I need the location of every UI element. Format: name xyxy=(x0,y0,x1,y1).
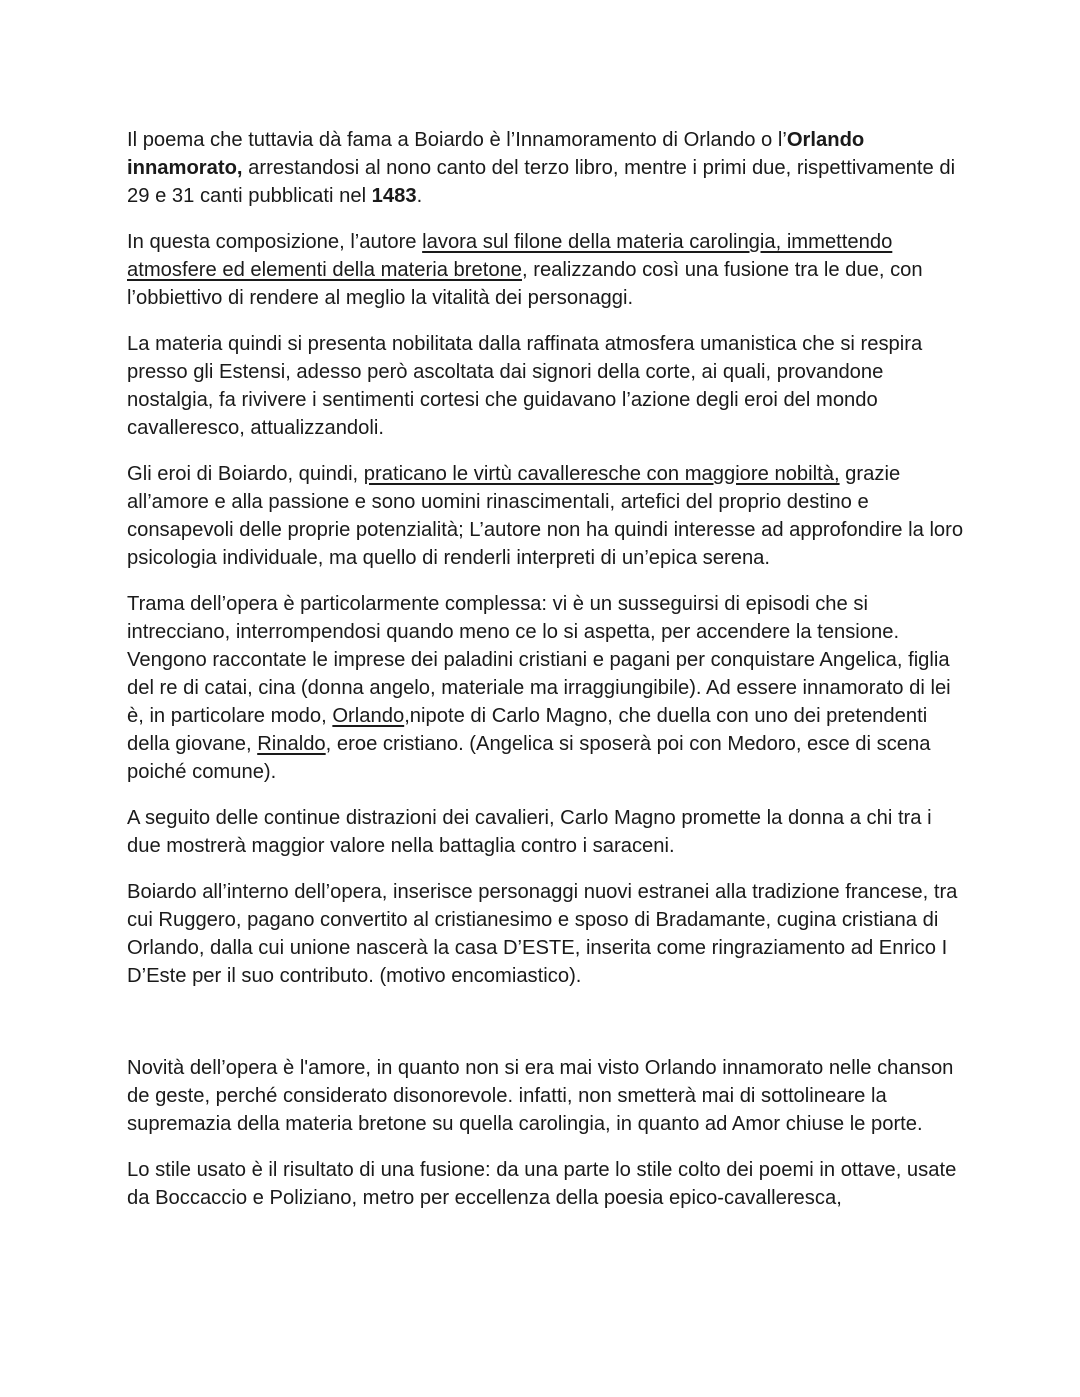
underlined-text: praticano le virtù cavalleresche con maggiore nobiltà, xyxy=(363,463,840,485)
underlined-text: lavora sul filone della materia carolingia, immettendo atmosfere ed elementi della materia bretone xyxy=(127,231,893,281)
paragraph-carlo-magno: A seguito delle continue distrazioni dei cavalieri, Carlo Magno promette la donna a chi tra i due mostrerà maggior valore nella battaglia contro i saraceni. xyxy=(127,807,932,857)
text-span: , realizzando così una fusione tra le due, con l’obbiettivo di rendere al meglio la vitalità dei personaggi. xyxy=(127,259,923,309)
paragraph-composition xyxy=(127,228,970,312)
text-span: arrestandosi al nono canto del terzo libro, mentre i primi due, rispettivamente di 29 e 31 canti pubblicati nel xyxy=(127,157,956,207)
paragraph-eroi xyxy=(127,460,970,572)
bold-year: 1483 xyxy=(371,185,417,207)
paragraph-novita: Novità dell’opera è l'amore, in quanto non si era mai visto Orlando innamorato nelle chanson de geste, perché considerato disonorevole. infatti, non smetterà mai di sottolineare la supremazia della materia bretone su quella carolingia, in quanto ad Amor chiuse le porte. xyxy=(127,1057,954,1135)
paragraph-personaggi: Boiardo all’interno dell’opera, inserisce personaggi nuovi estranei alla tradizione francese, tra cui Ruggero, pagano convertito al cristianesimo e sposo di Bradamante, cugina cristiana di Orlando, dalla cui unione nascerà la casa D’ESTE, inserita come ringraziamento ad Enrico I D’Este per il suo contributo. (motivo encomiastico). xyxy=(127,881,958,987)
bold-title: Orlando innamorato, xyxy=(127,129,865,179)
text-span: ,nipote di Carlo Magno, che duella con uno dei pretendenti della giovane, xyxy=(127,705,928,755)
paragraph-materia: La materia quindi si presenta nobilitata dalla raffinata atmosfera umanistica che si respira presso gli Estensi, adesso però ascoltata dai signori della corte, ai quali, provandone nostalgia, fa rivivere i sentimenti cortesi che guidavano l’azione degli eroi del mondo cavalleresco, attualizzandoli. xyxy=(127,333,923,439)
text-span: Il poema che tuttavia dà fama a Boiardo è l’Innamoramento di Orlando o l’ xyxy=(127,129,787,151)
paragraph-stile: Lo stile usato è il risultato di una fusione: da una parte lo stile colto dei poemi in ottave, usate da Boccaccio e Poliziano, metro per eccellenza della poesia epico-cavalleresca, xyxy=(127,1159,957,1209)
text-span: In questa composizione, l’autore xyxy=(127,231,423,253)
text-span: grazie all’amore e alla passione e sono uomini rinascimentali, artefici del proprio destino e consapevoli delle proprie potenzialità; L’autore non ha quindi interesse ad approfondire la loro psicologia individuale, ma quello di renderli interpreti di un’epica serena. xyxy=(127,463,964,569)
text-span: . xyxy=(416,185,423,207)
paragraph-intro xyxy=(127,126,970,210)
text-span: , eroe cristiano. (Angelica si sposerà poi con Medoro, esce di scena poiché comune). xyxy=(127,733,931,783)
underlined-orlando: Orlando xyxy=(332,705,405,727)
text-span: Trama dell’opera è particolarmente complessa: vi è un susseguirsi di episodi che si intrecciano, interrompendosi quando meno ce lo si aspetta, per accendere la tensione. Vengono raccontate le imprese dei paladini cristiani e pagani per conquistare Angelica, figlia del re di catai, cina (donna angelo, materiale ma irraggiungibile). Ad essere innamorato di lei è, in particolare modo, xyxy=(127,593,951,727)
underlined-rinaldo: Rinaldo xyxy=(257,733,326,755)
paragraph-trama xyxy=(127,590,970,786)
text-span: Gli eroi di Boiardo, quindi, xyxy=(127,463,364,485)
